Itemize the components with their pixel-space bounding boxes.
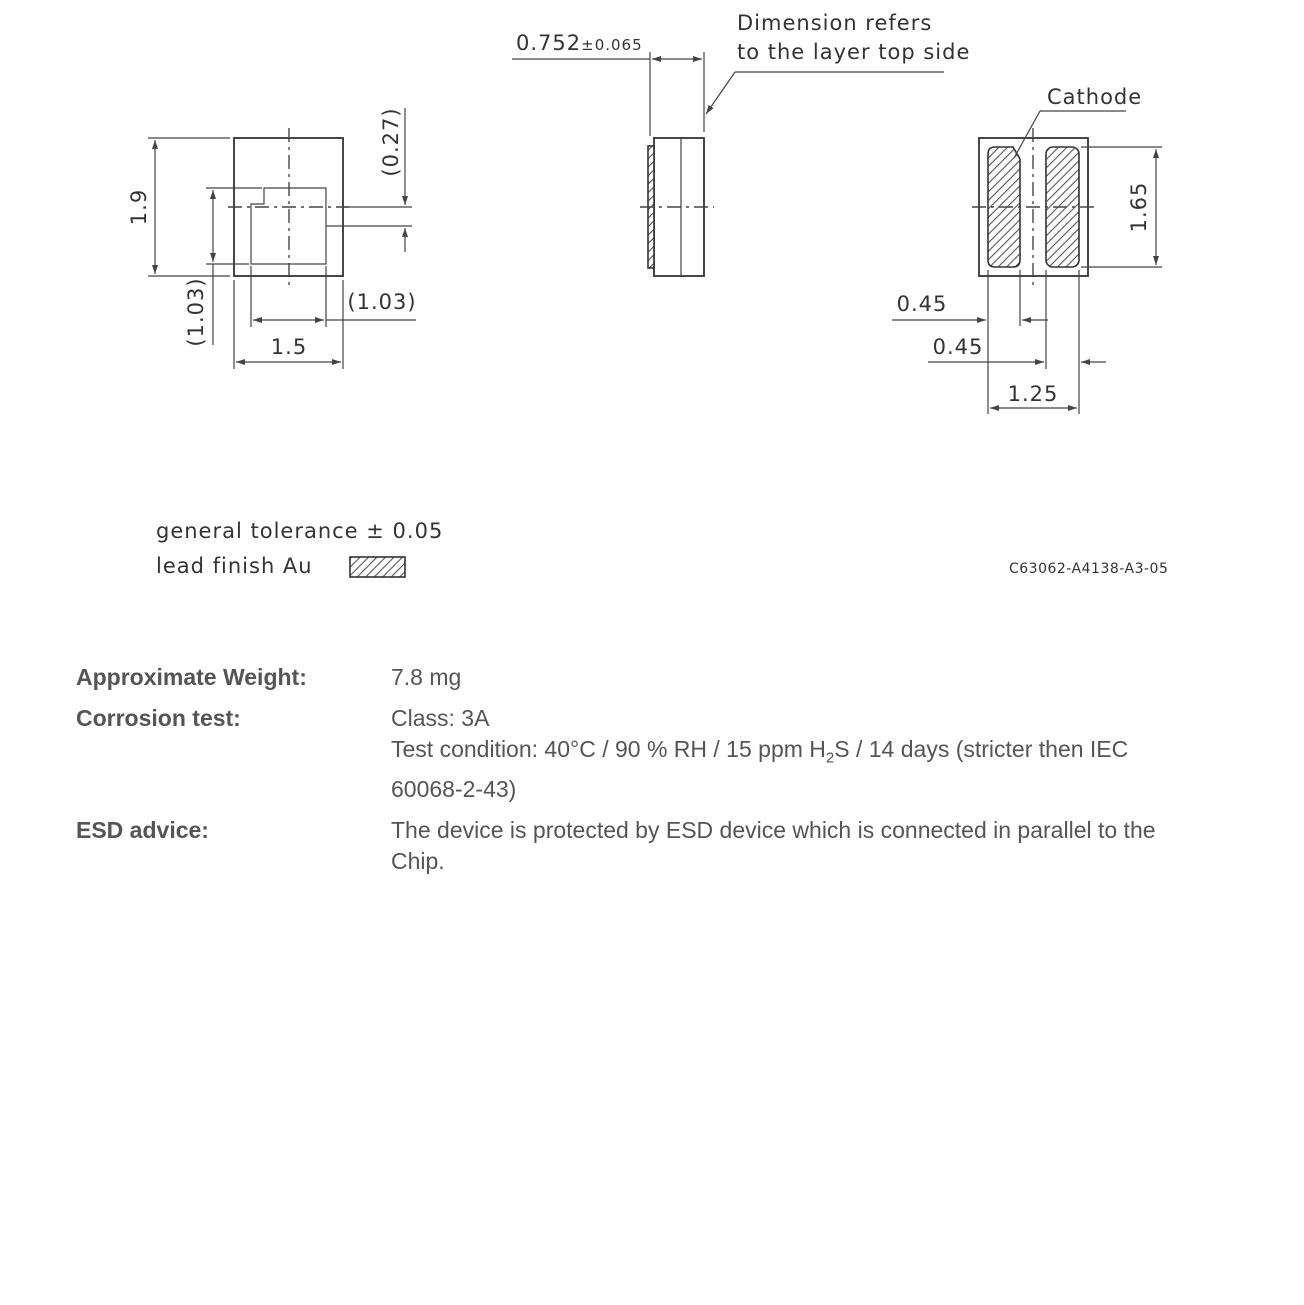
- pad-width-2-label: 0.45: [932, 335, 984, 359]
- general-tolerance-note: general tolerance ± 0.05: [156, 519, 444, 543]
- top-view-width-label: 1.5: [270, 335, 308, 359]
- lead-finish-note: lead finish Au: [156, 554, 313, 578]
- weight-row: [76, 662, 1226, 693]
- drawing-number: C63062-A4138-A3-05: [1009, 561, 1169, 577]
- corrosion-class: Class: 3A: [391, 705, 490, 731]
- corrosion-condition-line2: 60068-2-43): [391, 775, 517, 802]
- package-outline-drawing: [0, 0, 1304, 640]
- top-view-offset-label: (0.27): [379, 107, 403, 177]
- top-view-height-label: 1.9: [127, 188, 151, 226]
- top-view-window: [251, 188, 326, 264]
- weight-label: Approximate Weight:: [76, 664, 307, 690]
- top-view: [127, 107, 417, 369]
- pad-width-1-label: 0.45: [896, 292, 948, 316]
- esd-label: ESD advice:: [76, 816, 209, 843]
- properties-table: [76, 662, 1226, 887]
- bottom-view: [892, 85, 1162, 414]
- corrosion-label: Corrosion test:: [76, 705, 241, 731]
- side-view-thickness-label: 0.752±0.065: [516, 31, 643, 55]
- esd-line1: The device is protected by ESD device which is connected in parallel to the: [391, 816, 1156, 843]
- overall-width-label: 1.25: [1007, 382, 1059, 406]
- cathode-label: Cathode: [1047, 85, 1143, 109]
- esd-value: [391, 815, 1226, 877]
- side-view-note-line1: Dimension refers: [737, 11, 933, 35]
- weight-value: 7.8 mg: [391, 664, 462, 690]
- lead-finish-hatch-legend: [350, 557, 405, 577]
- top-view-window-width-label: (1.03): [347, 290, 417, 314]
- esd-line2: Chip.: [391, 847, 445, 874]
- esd-row: [76, 815, 1226, 877]
- side-view-note-line2: to the layer top side: [737, 40, 971, 64]
- side-view: [512, 11, 970, 276]
- pad-length-label: 1.65: [1127, 181, 1151, 233]
- corrosion-row: [76, 703, 1226, 805]
- corrosion-condition: Test condition: 40°C / 90 % RH / 15 ppm $H_2S / 14$ days (stricter then IEC: [391, 736, 1129, 767]
- top-view-window-height-label: (1.03): [184, 277, 208, 347]
- corrosion-value: [391, 703, 1226, 805]
